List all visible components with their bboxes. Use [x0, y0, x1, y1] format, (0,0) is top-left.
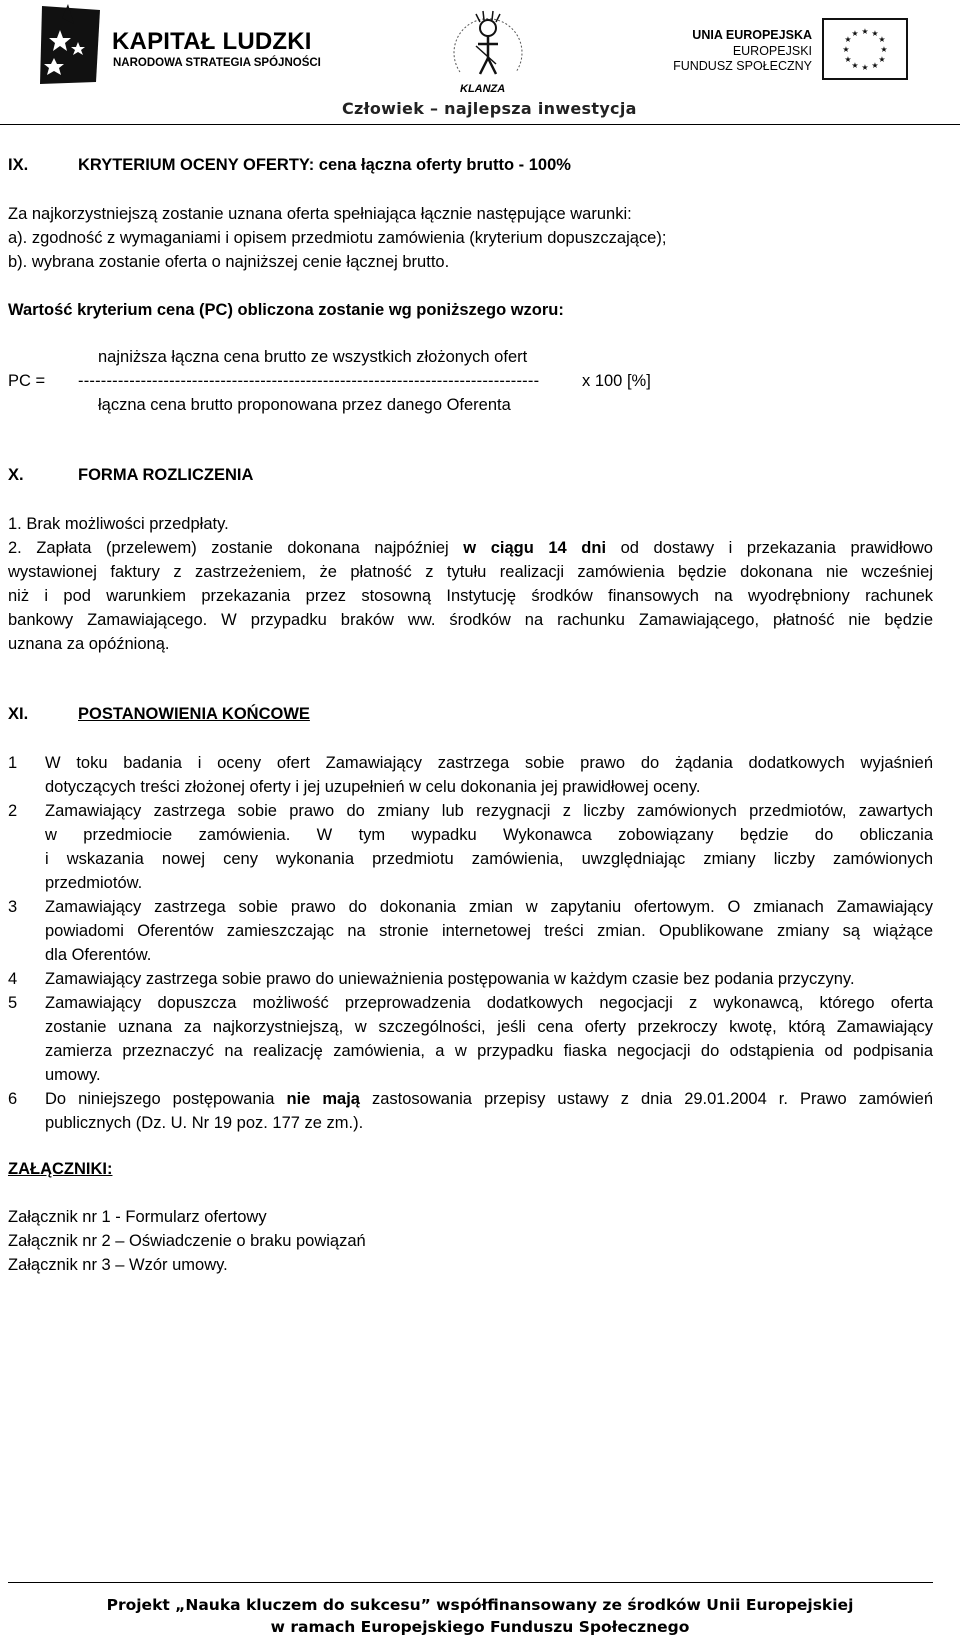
final-item-2-number: 2	[8, 802, 18, 820]
final-item-6-line1	[45, 1090, 933, 1109]
final-item-4-line1: Zamawiający zastrzega sobie prawo do unieważnienia postępowania w każdym czasie bez podania przyczyny.	[45, 970, 855, 988]
svg-text:★: ★	[851, 29, 859, 38]
svg-text:★: ★	[861, 27, 869, 36]
final-item-1-line2: dotyczących treści złożonej oferty i jej uzupełnień w celu dokonania jej prawidłowej oceny.	[45, 778, 701, 796]
kapital-ludzki-subtitle: NARODOWA STRATEGIA SPÓJNOŚCI	[113, 57, 321, 69]
formula-multiplier: x 100 [%]	[582, 372, 651, 390]
svg-text:★: ★	[871, 61, 879, 70]
condition-b: b). wybrana zostanie oferta o najniższej cenie łącznej brutto.	[8, 253, 450, 271]
svg-text:★: ★	[844, 55, 852, 64]
section-11-number: XI.	[8, 705, 29, 723]
final-item-6-number: 6	[8, 1090, 18, 1108]
svg-text:★: ★	[880, 45, 888, 54]
final-item-3-line1: Zamawiający zastrzega sobie prawo do dokonania zmian w zapytaniu ofertowym. O zmianach Zamawiający	[45, 898, 933, 916]
final-item-1-number: 1	[8, 754, 18, 772]
header-divider	[0, 124, 960, 125]
final-item-3-number: 3	[8, 898, 18, 916]
formula-numerator: najniższa łączna cena brutto ze wszystkich złożonych ofert	[98, 348, 528, 366]
final-item-6-line2: publicznych (Dz. U. Nr 19 poz. 177 ze zm.).	[45, 1114, 364, 1132]
formula-denominator: łączna cena brutto proponowana przez danego Oferenta	[98, 396, 511, 414]
section-10-title: FORMA ROZLICZENIA	[78, 466, 254, 484]
final-item-4-number: 4	[8, 970, 18, 988]
final-item-2-line3: i wskazania nowej ceny wykonania przedmiotu zamówienia, uwzględniając zmiany liczby zamówionych	[45, 850, 933, 868]
condition-a: a). zgodność z wymaganiami i opisem przedmiotu zamówienia (kryterium dopuszczające);	[8, 229, 667, 247]
payment-item-2-line4: bankowy Zamawiającego. W przypadku braków ww. środków na rachunku Zamawiającego, płatność nie będzie	[8, 611, 933, 629]
formula-fraction-line: ---------------------------------------------------------------------------------	[78, 372, 540, 390]
payment-item-2-text-b: od dostawy i przekazania prawidłowo	[620, 539, 933, 557]
svg-text:★: ★	[871, 29, 879, 38]
payment-item-2-line3: niż i pod warunkiem przekazania przez stosowną Instytucję środków finansowych na wyodrębniony rachunek	[8, 587, 933, 605]
header-tagline: Człowiek – najlepsza inwestycja	[342, 99, 637, 118]
final-item-3-line2: powiadomi Oferentów zamieszczając na stronie internetowej treści zmian. Opublikowane zmiany są wiążące	[45, 922, 933, 940]
section-10-number: X.	[8, 466, 24, 484]
ue-label-line3: FUNDUSZ SPOŁECZNY	[673, 59, 812, 73]
attachment-2: Załącznik nr 2 – Oświadczenie o braku powiązań	[8, 1232, 366, 1250]
payment-deadline: w ciągu 14 dni	[463, 539, 607, 557]
attachment-1: Załącznik nr 1 - Formularz ofertowy	[8, 1208, 267, 1226]
section-9-intro: Za najkorzystniejszą zostanie uznana oferta spełniająca łącznie następujące warunki:	[8, 205, 632, 223]
klanza-text: KLANZA	[460, 83, 506, 95]
klanza-logo	[448, 2, 528, 92]
payment-item-2-line1	[8, 539, 933, 558]
payment-item-2-line5: uznana za opóźnioną.	[8, 635, 170, 653]
final-item-5-line2: zostanie uznana za najkorzystniejszą, w szczególności, jeśli cena oferty przekroczy kwotę, którą Zamawiający	[45, 1018, 933, 1036]
final-item-2-line1: Zamawiający zastrzega sobie prawo do zmiany lub rezygnacji z liczby zamówionych przedmiotów, zawartych	[45, 802, 933, 820]
payment-item-2-line2: wystawionej faktury z zastrzeżeniem, że płatność z tytułu realizacji zamówienia będzie dokonana nie wcześniej	[8, 563, 933, 581]
svg-text:★: ★	[861, 63, 869, 72]
final-item-2-line2: w przedmiocie zamówienia. W tym wypadku Wykonawca zobowiązany będzie do obliczania	[45, 826, 933, 844]
final-item-5-number: 5	[8, 994, 18, 1012]
final-item-5-line3: zamierza przeznaczyć na realizację zamówienia, a w przypadku fiaska negocjacji do odstąpienia od podpisania	[45, 1042, 933, 1060]
svg-text:★: ★	[851, 61, 859, 70]
formula-pc-label: PC =	[8, 372, 46, 390]
final-item-2-line4: przedmiotów.	[45, 874, 143, 892]
kapital-ludzki-logo	[38, 2, 114, 86]
attachment-3: Załącznik nr 3 – Wzór umowy.	[8, 1256, 228, 1274]
section-9-title: KRYTERIUM OCENY OFERTY: cena łączna oferty brutto - 100%	[78, 156, 571, 174]
final-item-1-line1: W toku badania i oceny ofert Zamawiający zastrzega sobie prawo do żądania dodatkowych wyjaśnień	[45, 754, 933, 772]
svg-text:★: ★	[878, 35, 886, 44]
kapital-ludzki-title: KAPITAŁ LUDZKI	[112, 28, 312, 55]
svg-text:★: ★	[842, 45, 850, 54]
footer-line-1: Projekt „Nauka kluczem do sukcesu” współfinansowany ze środków Unii Europejskiej	[106, 1596, 854, 1614]
section-9-number: IX.	[8, 156, 29, 174]
svg-text:★: ★	[844, 35, 852, 44]
final-item-5-line4: umowy.	[45, 1066, 101, 1084]
ue-label-line1: UNIA EUROPEJSKA	[692, 28, 812, 42]
payment-item-2-text-a: 2. Zapłata (przelewem) zostanie dokonana najpóźniej	[8, 539, 449, 557]
eu-flag-logo	[822, 18, 908, 80]
section-11-title: POSTANOWIENIA KOŃCOWE	[78, 705, 310, 723]
final-item-6-emphasis: nie mają	[286, 1090, 360, 1108]
footer-divider	[8, 1582, 933, 1583]
final-item-5-line1: Zamawiający dopuszcza możliwość przeprowadzenia dodatkowych negocjacji z wykonawcą, którego oferta	[45, 994, 933, 1012]
ue-label-line2: EUROPEJSKI	[732, 44, 812, 58]
final-item-6-text-b: zastosowania przepisy ustawy z dnia 29.01.2004 r. Prawo zamówień	[371, 1090, 933, 1108]
formula-intro: Wartość kryterium cena (PC) obliczona zostanie wg poniższego wzoru:	[8, 301, 564, 319]
payment-item-1: 1. Brak możliwości przedpłaty.	[8, 515, 229, 533]
final-item-6-text-a: Do niniejszego postępowania	[45, 1090, 275, 1108]
attachments-title: ZAŁĄCZNIKI:	[8, 1160, 113, 1178]
final-item-3-line3: dla Oferentów.	[45, 946, 152, 964]
footer-line-2: w ramach Europejskiego Funduszu Społecznego	[270, 1618, 690, 1636]
svg-text:★: ★	[878, 55, 886, 64]
